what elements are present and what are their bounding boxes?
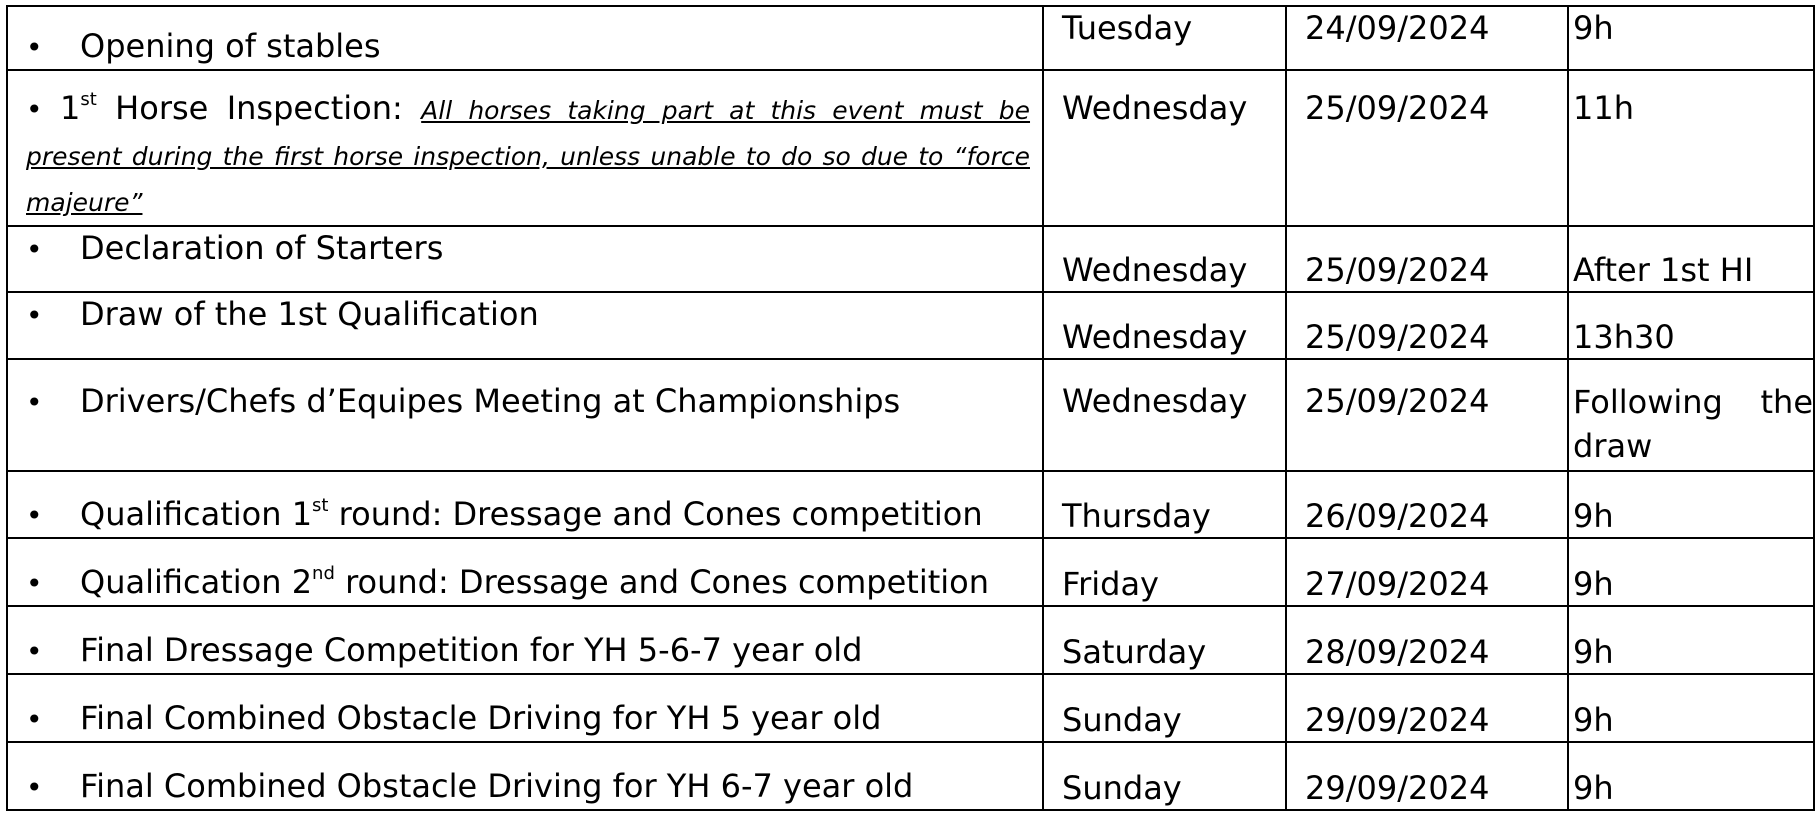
event-text-prefix: Qualification 1 [80,495,313,533]
date-cell: 29/09/2024 [1286,674,1568,742]
schedule-table [6,5,1815,811]
event-text: Horse Inspection: [96,89,422,127]
event-cell [7,538,1043,606]
date-cell: 25/09/2024 [1286,70,1568,226]
time-cell: 9h [1568,471,1814,538]
event-text: Final Dressage Competition for YH 5-6-7 year old [80,631,863,669]
date-cell: 25/09/2024 [1286,226,1568,292]
event-cell [7,292,1043,359]
ordinal-suffix: nd [312,563,335,584]
table-row [7,6,1814,70]
date-cell: 27/09/2024 [1286,538,1568,606]
event-cell [7,359,1043,471]
date-cell: 28/09/2024 [1286,606,1568,674]
date-cell: 24/09/2024 [1286,6,1568,70]
table-row [7,226,1814,292]
event-cell [7,6,1043,70]
event-text: Draw of the 1st Qualification [80,295,539,333]
event-text: Drivers/Chefs d’Equipes Meeting at Championships [80,382,901,420]
bullet-icon: • [26,233,43,266]
event-cell [7,226,1043,292]
day-cell: Thursday [1043,471,1286,538]
bullet-icon: • [26,567,43,600]
table-row [7,674,1814,742]
event-cell [7,70,1043,226]
bullet-icon: • [26,499,43,532]
event-cell [7,674,1043,742]
event-text: Final Combined Obstacle Driving for YH 5 year old [80,699,882,737]
time-cell: 9h [1568,538,1814,606]
date-cell: 26/09/2024 [1286,471,1568,538]
table-row [7,70,1814,226]
date-cell: 25/09/2024 [1286,359,1568,471]
table-row [7,742,1814,810]
event-text-prefix: 1 [60,89,81,127]
bullet-icon: • [26,703,43,736]
table-row [7,359,1814,471]
bullet-icon: • [26,299,43,332]
date-cell: 25/09/2024 [1286,292,1568,359]
day-cell: Wednesday [1043,70,1286,226]
day-cell: Sunday [1043,674,1286,742]
time-cell: 9h [1568,674,1814,742]
ordinal-suffix: st [80,89,97,110]
event-cell [7,742,1043,810]
time-cell: After 1st HI [1568,226,1814,292]
table-row [7,471,1814,538]
day-cell: Friday [1043,538,1286,606]
event-cell [7,471,1043,538]
table-row [7,538,1814,606]
day-cell: Tuesday [1043,6,1286,70]
day-cell: Wednesday [1043,359,1286,471]
event-text: round: Dressage and Cones competition [334,563,990,601]
event-text: round: Dressage and Cones competition [328,495,983,533]
bullet-icon: • [26,31,43,64]
event-text: Declaration of Starters [80,229,444,267]
event-text: Opening of stables [80,27,381,65]
event-text: Final Combined Obstacle Driving for YH 6-7 year old [80,767,914,805]
time-cell: 9h [1568,606,1814,674]
time-cell: 11h [1568,70,1814,226]
event-text-prefix: Qualification 2 [80,563,313,601]
event-cell [7,606,1043,674]
time-cell: 9h [1568,742,1814,810]
bullet-icon: • [26,771,43,804]
date-cell: 29/09/2024 [1286,742,1568,810]
bullet-icon: • [26,635,43,668]
bullet-icon: • [26,93,43,126]
bullet-icon: • [26,386,43,419]
time-cell: 13h30 [1568,292,1814,359]
event-note: All horses taking part at this event must be present during the first horse inspection, unless unable to do so due to “force majeure” [26,96,1031,217]
day-cell: Sunday [1043,742,1286,810]
day-cell: Wednesday [1043,292,1286,359]
ordinal-suffix: st [312,495,329,516]
time-cell: Following the draw [1568,359,1814,471]
day-cell: Wednesday [1043,226,1286,292]
table-row [7,606,1814,674]
time-cell: 9h [1568,6,1814,70]
table-row [7,292,1814,359]
day-cell: Saturday [1043,606,1286,674]
